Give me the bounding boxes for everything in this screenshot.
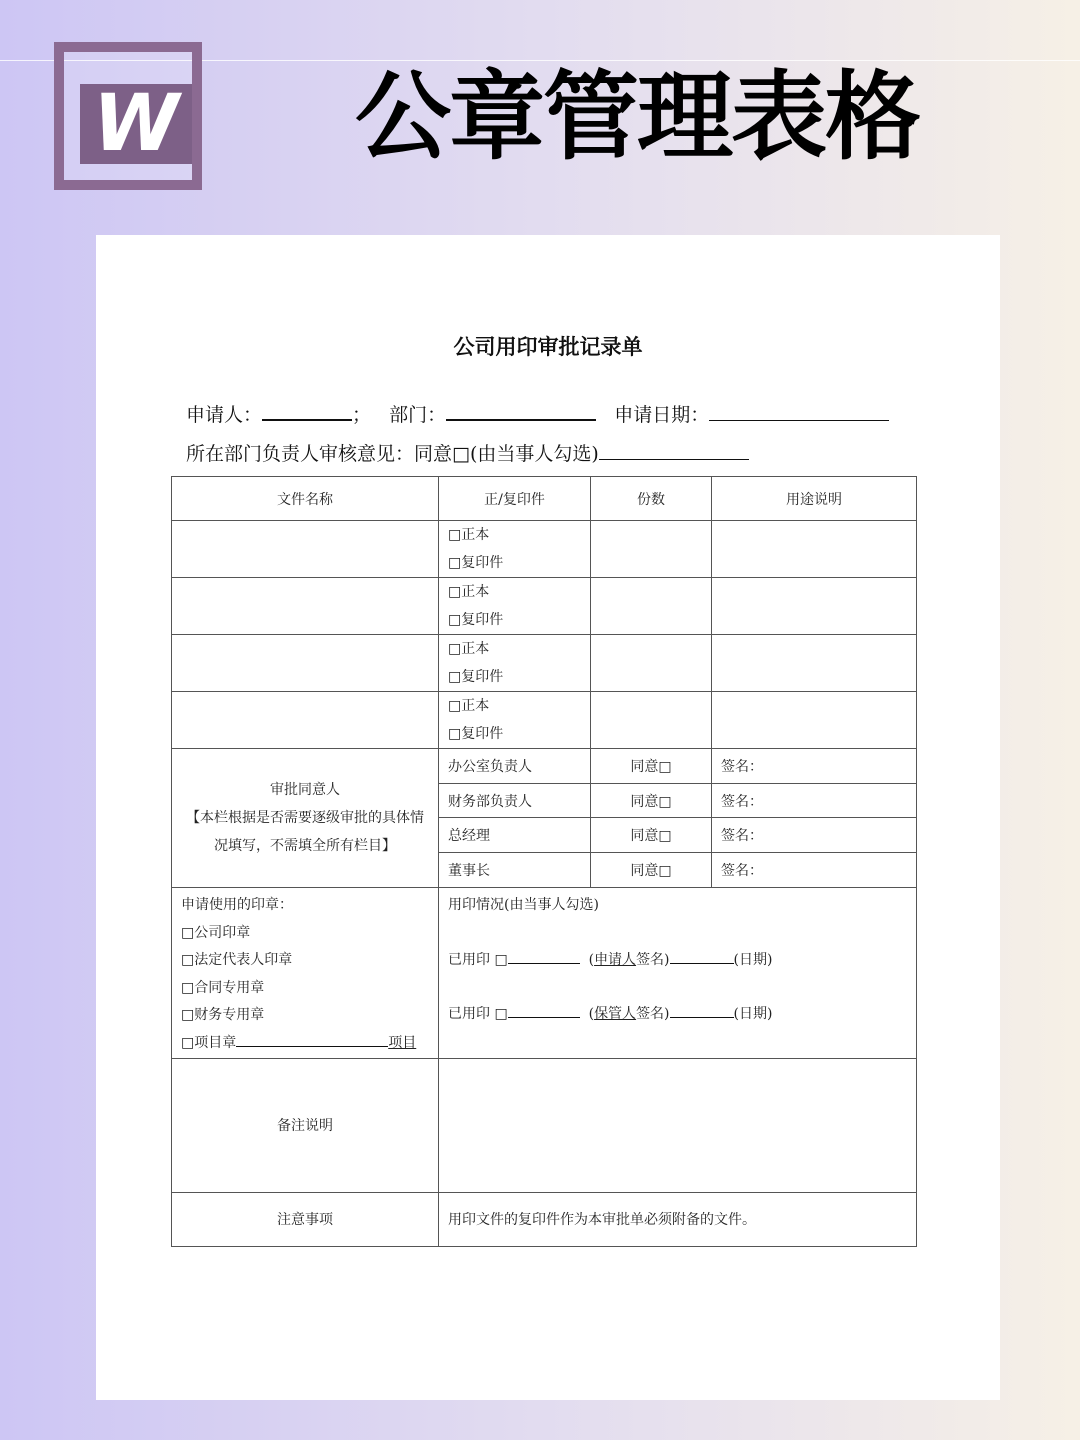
remarks-row: [172, 1058, 917, 1192]
seal-label: 申请使用的印章：: [181, 897, 293, 913]
approval-signature[interactable]: 签名：: [712, 818, 917, 853]
approval-signature[interactable]: 签名：: [712, 749, 917, 784]
approval-signature[interactable]: 签名：: [712, 784, 917, 818]
contract-seal-checkbox[interactable]: □合同专用章: [181, 979, 265, 996]
legal-rep-seal-checkbox[interactable]: □法定代表人印章: [181, 952, 293, 969]
header-file-name: 文件名称: [172, 477, 439, 521]
approval-role: 办公室负责人: [439, 749, 591, 784]
approval-role: 财务部负责人: [439, 784, 591, 818]
project-seal-suffix: 项目: [388, 1034, 417, 1051]
copy-type-cell: [439, 578, 591, 635]
project-seal-checkbox[interactable]: □项目章: [181, 1034, 237, 1051]
word-logo-letter: W: [80, 84, 192, 164]
header-quantity: 份数: [591, 477, 712, 521]
original-checkbox[interactable]: □正本: [448, 698, 490, 714]
used-field[interactable]: [508, 1016, 580, 1018]
file-name-cell[interactable]: [172, 521, 439, 578]
used-checkbox[interactable]: 已用印 □: [448, 951, 508, 968]
dept-head-field[interactable]: [599, 458, 749, 460]
applicant-usage-line: [439, 947, 916, 975]
semicolon: ；: [352, 404, 372, 426]
project-seal-line: [172, 1030, 438, 1058]
applicant-field[interactable]: [262, 418, 352, 421]
copy-type-cell: [439, 635, 591, 692]
copy-checkbox[interactable]: □复印件: [448, 555, 504, 571]
original-checkbox[interactable]: □正本: [448, 584, 490, 600]
sign-suffix: 签名): [636, 1006, 670, 1023]
applicant-date-field[interactable]: [670, 962, 734, 964]
purpose-cell[interactable]: [712, 692, 917, 749]
approval-agree-checkbox[interactable]: 同意□: [591, 853, 712, 888]
dept-label: 部门：: [389, 404, 447, 426]
approval-label: 审批同意人: [270, 782, 340, 798]
quantity-cell[interactable]: [591, 578, 712, 635]
original-checkbox[interactable]: □正本: [448, 527, 490, 543]
date-label: (日期): [733, 1006, 773, 1023]
quantity-cell[interactable]: [591, 692, 712, 749]
approval-agree-checkbox[interactable]: 同意□: [591, 749, 712, 784]
notice-label: 注意事项: [172, 1192, 439, 1246]
approval-note: 【本栏根据是否需要逐级审批的具体情况填写，不需填全所有栏目】: [186, 810, 424, 854]
keeper-usage-line: [439, 1001, 916, 1029]
keeper-date-field[interactable]: [670, 1016, 734, 1018]
notice-text: 用印文件的复印件作为本审批单必须附备的文件。: [439, 1192, 917, 1246]
copy-type-cell: [439, 521, 591, 578]
quantity-cell[interactable]: [591, 635, 712, 692]
remarks-field[interactable]: [439, 1058, 917, 1192]
purpose-cell[interactable]: [712, 635, 917, 692]
approval-label-cell: [172, 749, 439, 888]
original-checkbox[interactable]: □正本: [448, 641, 490, 657]
paren: (: [588, 951, 595, 968]
keeper-sign-label: 保管人: [594, 1006, 637, 1023]
copy-type-cell: [439, 692, 591, 749]
company-seal-checkbox[interactable]: □公司印章: [181, 924, 251, 941]
approval-signature[interactable]: 签名：: [712, 853, 917, 888]
approval-role: 总经理: [439, 818, 591, 853]
applicant-sign-label: 申请人: [594, 951, 637, 968]
usage-label: 用印情况(由当事人勾选): [448, 897, 599, 913]
applicant-line: [186, 400, 889, 427]
dept-head-line: [186, 439, 749, 466]
header-purpose: 用途说明: [712, 477, 917, 521]
dept-head-label: 所在部门负责人审核意见：同意□(由当事人勾选): [186, 443, 599, 465]
date-label: 申请日期：: [614, 404, 710, 426]
approval-agree-checkbox[interactable]: 同意□: [591, 784, 712, 818]
file-name-cell[interactable]: [172, 578, 439, 635]
sign-suffix: 签名): [636, 951, 670, 968]
approval-agree-checkbox[interactable]: 同意□: [591, 818, 712, 853]
copy-checkbox[interactable]: □复印件: [448, 612, 504, 628]
used-checkbox[interactable]: 已用印 □: [448, 1006, 508, 1023]
finance-seal-checkbox[interactable]: □财务专用章: [181, 1007, 265, 1024]
paren: (: [588, 1006, 595, 1023]
document-page: [96, 235, 1000, 1400]
file-name-cell[interactable]: [172, 635, 439, 692]
table-row: [172, 635, 917, 692]
header-copy-type: 正/复印件: [439, 477, 591, 521]
quantity-cell[interactable]: [591, 521, 712, 578]
approval-row: [172, 749, 917, 784]
notice-row: [172, 1192, 917, 1246]
table-row: [172, 692, 917, 749]
project-seal-field[interactable]: [236, 1045, 388, 1047]
seal-row: [172, 888, 917, 1059]
used-field[interactable]: [508, 962, 580, 964]
applicant-label: 申请人：: [186, 404, 263, 426]
word-logo-icon: [54, 42, 202, 190]
purpose-cell[interactable]: [712, 578, 917, 635]
date-field[interactable]: [709, 419, 889, 421]
approval-role: 董事长: [439, 853, 591, 888]
date-label: (日期): [733, 951, 773, 968]
table-header-row: [172, 477, 917, 521]
usage-cell: [439, 888, 917, 1059]
banner-title: 公章管理表格: [355, 61, 919, 173]
dept-field[interactable]: [446, 418, 596, 421]
seal-selection-cell: [172, 888, 439, 1059]
purpose-cell[interactable]: [712, 521, 917, 578]
document-title: 公司用印审批记录单: [453, 335, 643, 359]
copy-checkbox[interactable]: □复印件: [448, 726, 504, 742]
approval-table: [171, 476, 917, 1247]
table-row: [172, 521, 917, 578]
copy-checkbox[interactable]: □复印件: [448, 669, 504, 685]
file-name-cell[interactable]: [172, 692, 439, 749]
remarks-label: 备注说明: [172, 1058, 439, 1192]
table-row: [172, 578, 917, 635]
